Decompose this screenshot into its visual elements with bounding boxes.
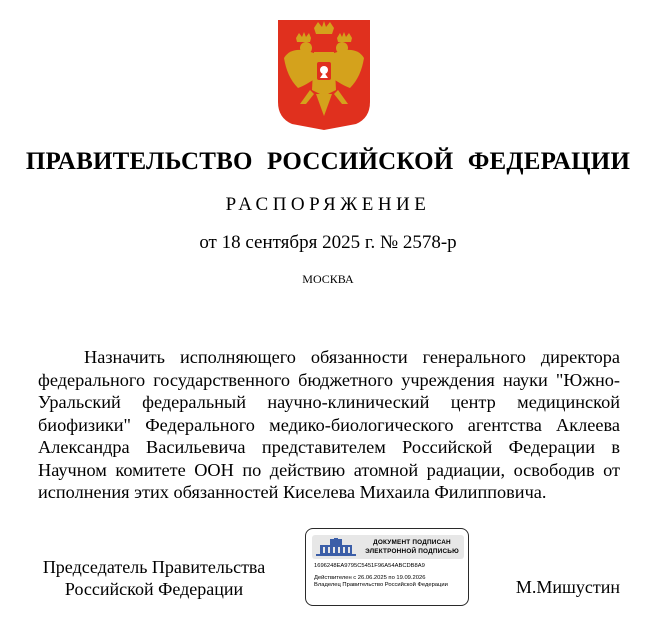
signature-stamp-header xyxy=(312,535,464,559)
signature-stamp-title-line1: ДОКУМЕНТ ПОДПИСАН xyxy=(373,539,451,546)
signature-validity: Действителен с 26.06.2025 по 19.09.2026 xyxy=(314,575,426,581)
signature-certificate-number: 1696248EA9795C5451F96A54ABCDB8A9 xyxy=(314,563,425,569)
signer-position-line1: Председатель Правительства xyxy=(42,557,266,577)
coat-of-arms-icon xyxy=(276,18,372,132)
government-title: ПРАВИТЕЛЬСТВО РОССИЙСКОЙ ФЕДЕРАЦИИ xyxy=(25,148,631,175)
electronic-signature-stamp xyxy=(305,528,469,606)
signer-name: М.Мишустин xyxy=(515,577,620,597)
signature-stamp-title-line2: ЭЛЕКТРОННОЙ ПОДПИСЬЮ xyxy=(365,548,459,555)
document-type: РАСПОРЯЖЕНИЕ xyxy=(225,194,431,215)
coat-of-arms-emblem xyxy=(276,18,372,132)
signer-position-line2: Российской Федерации xyxy=(64,579,244,599)
government-building-icon xyxy=(316,538,356,556)
order-text: Назначить исполняющего обязанности генерального директора федерального государственного бюджетного учреждения науки "Южно-Уральский федеральный научно-клинический центр медицинской биофизики" Федерального медико-биологического агентства Аклеева Александра Васильевича представителем Российской Федерации в Научном комитете ООН по действию атомной радиации, освободив от исполнения этих обязанностей Киселева Михаила Филипповича. xyxy=(38,347,620,502)
city-name: МОСКВА xyxy=(302,272,354,286)
signer-position xyxy=(34,556,274,600)
signature-owner: Владелец Правительство Российской Федерации xyxy=(314,582,448,588)
document-date-number: от 18 сентября 2025 г. № 2578-р xyxy=(199,232,457,253)
